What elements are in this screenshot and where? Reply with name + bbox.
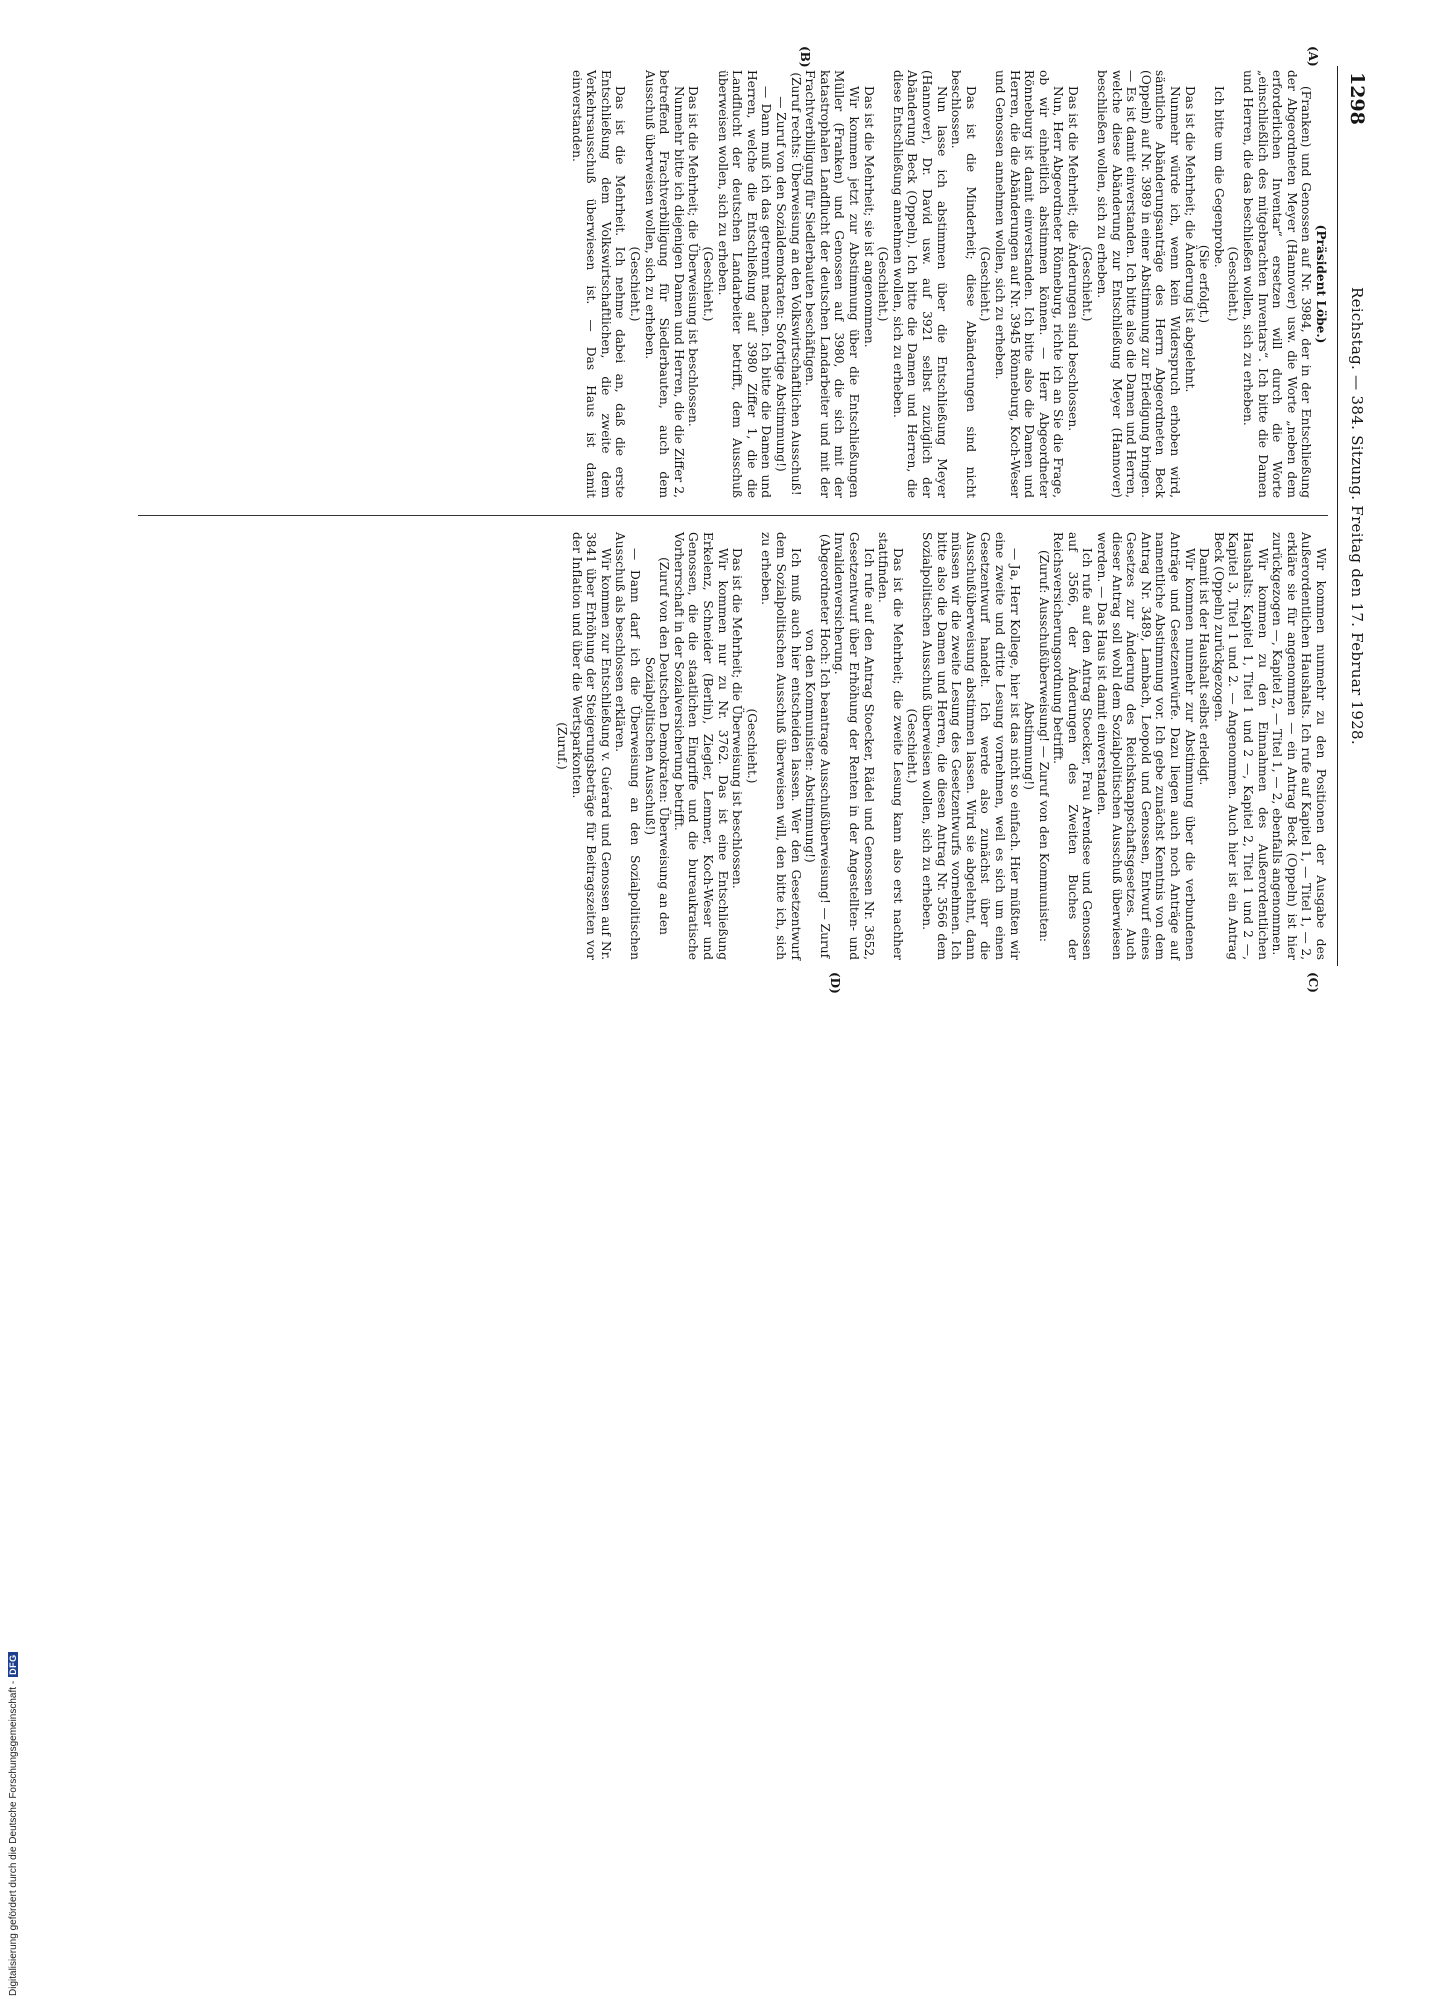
margin-mark-a: (A): [1306, 46, 1320, 67]
paragraph: Wir kommen jetzt zur Abstimmung über die Entschließungen Müller (Franken) und Genossen auf 3980, die sich mit der katastrophalen Landflucht der deutschen Landarbeiter und mit der Frachtverbilligung für Siedlerbauten beschäftigen.: [803, 70, 861, 498]
stage-direction: (Zuruf.): [555, 722, 570, 770]
paragraph: — Ja, Herr Kollege, hier ist das nicht so einfach. Hier müßten wir eine zweite und dritte Lesung vornehmen, weil es sich um einen Gesetzentwurf handelt. Ich werde also zunächst über die Ausschußüberweisung abstimmen lassen. Wird sie abgelehnt, dann müssen wir die zweite Lesung des Gesetzentwurfs vornehmen. Ich bitte also die Damen und Herren, die diesen Antrag Nr. 3566 dem Sozialpolitischen Ausschuß überweisen wollen, sich zu erheben.: [919, 532, 1022, 960]
paragraph: Ich rufe auf den Antrag Stoecker, Rädel und Genossen Nr. 3652, Gesetzentwurf über Erhöhung der Renten in der Angestellten- und Invalidenversicherung.: [832, 532, 876, 960]
margin-mark-b: (B): [798, 46, 812, 68]
paragraph: Wir kommen nur zu Nr. 3762. Das ist eine Entschließung Erkelenz, Schneider (Berlin), Ziegler, Lemmer, Koch-Weser und Genossen, die die staatlichen Eingriffe und die bureaukratische Vorherrschaft in der Sozialversicherung betrifft.: [671, 532, 730, 960]
running-title: Reichstag. — 384. Sitzung. Freitag den 17. Februar 1928.: [1348, 287, 1366, 745]
dfg-logo: DFG: [8, 1654, 18, 1675]
stage-direction: (Geschieht.): [701, 246, 716, 322]
stage-direction: (Geschieht.): [1080, 246, 1095, 322]
paragraph: Damit ist der Haushalt selbst erledigt.: [1197, 548, 1212, 786]
paragraph: Das ist die Mehrheit; sie ist angenommen.: [861, 86, 876, 348]
paragraph: Das ist die Mehrheit; die Änderung ist abgelehnt.: [1182, 86, 1197, 393]
paragraph: Nunmehr würde ich, wenn kein Widerspruch erhoben wird, sämtliche Abänderungsanträge des Herrn Abgeordneten Beck (Oppeln) auf Nr. 3989 in einer Abstimmung zur Erledigung bringen. — Es ist damit einverstanden. Ich bitte also die Damen und Herren, welche diese Abänderung zur Entschließung Meyer (Hannover) beschließen wollen, sich zu erheben.: [1095, 70, 1183, 498]
paragraph: — Dann muß ich das getrennt machen. Ich bitte die Damen und Herren, welche die Entschließung auf 3980 Ziffer 1, die die Landflucht der deutschen Landarbeiter betrifft, dem Ausschuß überweisen wollen, sich zu erheben.: [715, 70, 774, 498]
footer-text: Digitalisierung gefördert durch die Deutsche Forschungsgemeinschaft -: [8, 1680, 19, 1996]
paragraph: Das ist die Mehrheit; die zweite Lesung kann also erst nachher stattfinden.: [876, 532, 905, 960]
left-column: [138, 70, 1328, 498]
stage-direction: (Geschieht.): [876, 246, 891, 322]
paragraph: Ich muß auch hier entscheiden lassen. Wer den Gesetzentwurf dem Sozialpolitischen Ausschuß überweisen will, den bitte ich, sich zu erheben.: [759, 532, 803, 960]
paragraph: Nun, Herr Abgeordneter Rönneburg, richte ich an Sie die Frage, ob wir einheitlich abstimmen können. — Herr Abgeordneter Rönneburg ist damit einverstanden. Ich bitte also die Damen und Herren, die die Abänderungen auf Nr. 3945 Rönneburg, Koch-Weser und Genossen annehmen wollen, sich zu erheben.: [992, 70, 1066, 498]
paragraph: — Dann darf ich die Überweisung an den Sozialpolitischen Ausschuß als beschlossen erklären.: [613, 532, 643, 960]
paragraph: Wir kommen nunmehr zu den Positionen der Ausgabe des Außerordentlichen Haushalts. Ich rufe auf Kapitel 1, — Titel 1, — 2, erkläre sie für angenommen — ein Antrag Beck (Oppeln) ist hier zurückgezogen —, Kapitel 2, — Titel 1, — 2, ebenfalls angenommen.: [1270, 532, 1328, 960]
paragraph: (Franken) und Genossen auf Nr. 3984, der in der Entschließung der Abgeordneten Meyer (Hannover) usw. die Worte „neben dem erforderlichen Inventar“ ersetzen will durch die Worte „einschließlich des mitgebrachten Inventars“. Ich bitte die Damen und Herren, die das beschließen wollen, sich zu erheben.: [1241, 70, 1314, 498]
right-column: [138, 532, 1328, 960]
paragraph: Das ist die Mehrheit; die Änderungen sind beschlossen.: [1065, 86, 1080, 432]
rotated-protocol-page: [132, 46, 1372, 994]
paragraph: Ich rufe auf den Antrag Stoecker, Frau Arendsee und Genossen auf 3566, der Änderungen des Zweiten Buches der Reichsversicherungsordnung betrifft.: [1051, 532, 1095, 960]
paragraph: Ich bitte um die Gegenprobe.: [1211, 86, 1226, 268]
stage-direction: (Abgeordneter Hoch: Ich beantrage Ausschußüberweisung! — Zuruf von den Kommunisten: Abstimmung!): [803, 533, 832, 959]
paragraph: Nunmehr bitte ich diejenigen Damen und Herren, die die Ziffer 2, betreffend Frachtverbilligung für Siedlerbauten, auch dem Ausschuß überweisen wollen, sich zu erheben.: [642, 70, 686, 498]
stage-direction: (Geschieht.): [744, 708, 759, 784]
paragraph: Das ist die Mehrheit. Ich nehme dabei an, daß die erste Entschließung dem Volkswirtschaftlichen, die zweite dem Verkehrsausschuß überwiesen ist. — Das Haus ist damit einverstanden.: [569, 70, 628, 498]
stage-direction: (Zuruf rechts: Überweisung an den Volkswirtschaftlichen Ausschuß! — Zuruf von den Sozialdemokraten: Sofortige Abstimmung!): [774, 72, 803, 496]
paragraph: Wir kommen nunmehr zur Abstimmung über die verbundenen Anträge und Gesetzentwürfe. Dazu liegen auch noch Anträge auf namentliche Abstimmung vor. Ich gebe zunächst Kenntnis von dem Antrag Nr. 3489, Lambach, Leopold und Genossen, Entwurf eines Gesetzes zur Änderung des Reichsknappschaftsgesetzes. Auch dieser Antrag soll wohl dem Sozialpolitischen Ausschuß überwiesen werden. — Das Haus ist damit einverstanden.: [1095, 532, 1197, 960]
column-divider: [138, 515, 1328, 516]
stage-direction: (Zuruf: Ausschußüberweisung! — Zuruf von den Kommunisten: Abstimmung!): [1022, 549, 1051, 943]
speaker-name: (Präsident Löbe.): [1314, 224, 1328, 344]
paragraph: Das ist die Mehrheit; die Überweisung ist beschlossen.: [730, 548, 745, 889]
margin-mark-d: (D): [828, 972, 842, 994]
stage-direction: (Geschieht.): [905, 708, 920, 784]
paragraph: Das ist die Mehrheit; die Überweisung ist beschlossen.: [686, 86, 701, 427]
page-header: [1337, 66, 1372, 966]
paragraph: Wir kommen zu den Einnahmen des Außerordentlichen Haushalts: Kapitel 1, Titel 1 und 2 —, Kapitel 2, Titel 1 und 2 —, Kapitel 3, Titel 1 und 2. — Angenommen. Auch hier ist ein Antrag Beck (Oppeln) zurückgezogen.: [1211, 532, 1270, 960]
paragraph: Nun lasse ich abstimmen über die Entschließung Meyer (Hannover), Dr. David usw. auf 3921 selbst zuzüglich der Abänderung Beck (Oppeln). Ich bitte die Damen und Herren, die diese Entschließung annehmen wollen, sich zu erheben.: [890, 70, 949, 498]
stage-direction: (Zuruf von den Deutschen Demokraten: Überweisung an den Sozialpolitischen Ausschuß!): [642, 557, 672, 935]
digitization-footer: [4, 1000, 24, 2000]
stage-direction: (Geschieht.): [978, 246, 993, 322]
page-number: 1298: [1346, 72, 1368, 125]
stage-direction: (Geschieht.): [628, 246, 643, 322]
stage-direction: (Sie erfolgt.): [1197, 244, 1212, 324]
margin-mark-c: (C): [1306, 972, 1320, 993]
stage-direction: (Geschieht.): [1226, 246, 1241, 322]
paragraph: Das ist die Minderheit; diese Abänderungen sind nicht beschlossen.: [949, 70, 978, 498]
paragraph: Wir kommen zur Entschließung v. Guérard und Genossen auf Nr. 3841 über Erhöhung der Steigerungsbeträge für Beitragszeiten vor der Inflation und über die Wertsparkonten.: [569, 532, 613, 960]
